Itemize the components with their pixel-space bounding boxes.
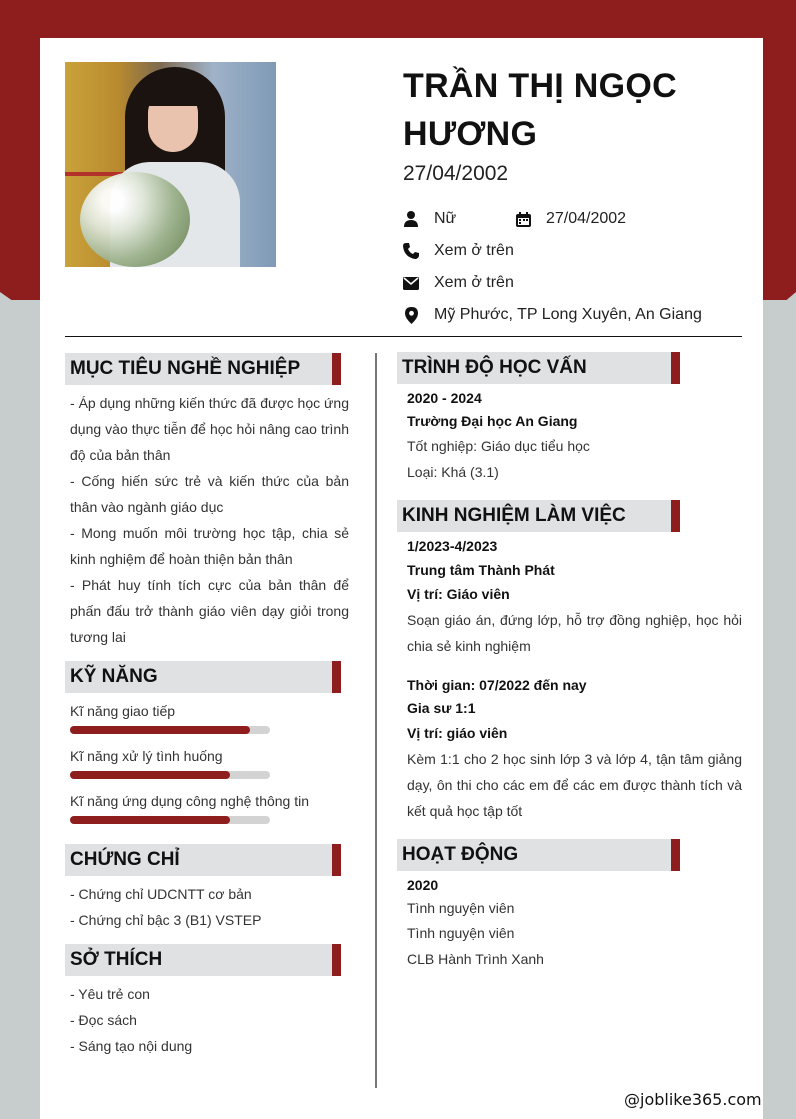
activity-item: Tình nguyện viên xyxy=(407,900,515,916)
activity-item: Tình nguyện viên xyxy=(407,925,515,941)
person-icon xyxy=(403,211,419,227)
education-major: Tốt nghiệp: Giáo dục tiểu học xyxy=(407,438,590,454)
skill-bar xyxy=(70,771,270,779)
education-title: TRÌNH ĐỘ HỌC VẤN xyxy=(397,352,680,384)
education-school: Trường Đại học An Giang xyxy=(407,413,578,429)
column-divider xyxy=(375,353,377,1088)
certificate-item: - Chứng chỉ UDCNTT cơ bản xyxy=(70,886,252,902)
skill-bar xyxy=(70,816,270,824)
decor-wedge-right xyxy=(763,262,796,292)
activity-year: 2020 xyxy=(407,877,439,893)
job-position: Vị trí: giáo viên xyxy=(407,725,508,741)
hobby-item: - Đọc sách xyxy=(70,1012,137,1028)
phone-value: Xem ở trên xyxy=(434,242,514,259)
hobby-item: - Sáng tạo nội dung xyxy=(70,1038,193,1054)
job-period: 1/2023-4/2023 xyxy=(407,538,498,554)
skills-title: KỸ NĂNG xyxy=(65,661,341,693)
job-period: Thời gian: 07/2022 đến nay xyxy=(407,677,587,693)
objective-item: - Phát huy tính tích cực của bản thân để phấn đấu trở thành giáo viên dạy giỏi trong tương lai xyxy=(70,577,349,645)
education-period: 2020 - 2024 xyxy=(407,390,482,406)
hobby-item: - Yêu trẻ con xyxy=(70,986,150,1002)
skill-bar-fill xyxy=(70,771,230,779)
experience-title: KINH NGHIỆM LÀM VIỆC xyxy=(397,500,680,532)
skill-label: Kĩ năng giao tiếp xyxy=(70,703,176,719)
map-pin-icon xyxy=(403,307,419,323)
email-value: Xem ở trên xyxy=(434,274,514,291)
email-row xyxy=(403,274,514,292)
gender-value: Nữ xyxy=(434,210,457,227)
dob-row xyxy=(515,210,626,228)
headline-dob: 27/04/2002 xyxy=(403,162,509,185)
watermark: @joblike365.com xyxy=(624,1090,762,1109)
objective-item: - Áp dụng những kiến thức đã được học ứng dụng vào thực tiễn để học hỏi nâng cao trình độ của bản thân xyxy=(70,395,349,463)
job-description: Kèm 1:1 cho 2 học sinh lớp 3 và lớp 4, tận tâm giảng dạy, ôn thi cho các em để các em được thành tích và kết quả học tập tốt xyxy=(407,751,742,819)
header-divider xyxy=(65,336,742,337)
skill-label: Kĩ năng xử lý tình huống xyxy=(70,748,223,764)
job-company: Trung tâm Thành Phát xyxy=(407,562,555,578)
dob-value: 27/04/2002 xyxy=(546,210,627,227)
job-company: Gia sư 1:1 xyxy=(407,700,476,716)
phone-row xyxy=(403,242,514,260)
education-grade: Loại: Khá (3.1) xyxy=(407,464,499,480)
skill-label: Kĩ năng ứng dụng công nghệ thông tin xyxy=(70,793,310,809)
objective-item: - Mong muốn môi trường học tập, chia sẻ kinh nghiệm để hoàn thiện bản thân xyxy=(70,525,349,567)
decor-wedge-right-gray xyxy=(763,292,796,320)
decor-wedge-left xyxy=(0,262,40,292)
address-row xyxy=(403,306,702,324)
objective-item: - Cống hiến sức trẻ và kiến thức của bản thân vào ngành giáo dục xyxy=(70,473,349,515)
job-position: Vị trí: Giáo viên xyxy=(407,586,510,602)
decor-wedge-left-gray xyxy=(0,292,40,320)
objective-title: MỤC TIÊU NGHỀ NGHIỆP xyxy=(65,353,341,385)
skill-bar xyxy=(70,726,270,734)
hobbies-title: SỞ THÍCH xyxy=(65,944,341,976)
certificate-item: - Chứng chỉ bậc 3 (B1) VSTEP xyxy=(70,912,262,928)
gender-row xyxy=(403,210,456,228)
phone-icon xyxy=(403,243,419,259)
certificates-title: CHỨNG CHỈ xyxy=(65,844,341,876)
skill-bar-fill xyxy=(70,726,250,734)
envelope-icon xyxy=(403,275,419,291)
activities-title: HOẠT ĐỘNG xyxy=(397,839,680,871)
objective-list xyxy=(70,390,349,650)
job-description: Soạn giáo án, đứng lớp, hỗ trợ đồng nghiệp, học hỏi chia sẻ kinh nghiệm xyxy=(407,612,742,654)
address-value: Mỹ Phước, TP Long Xuyên, An Giang xyxy=(434,306,702,323)
profile-photo xyxy=(65,62,276,267)
activity-item: CLB Hành Trình Xanh xyxy=(407,951,544,967)
candidate-name: TRẦN THỊ NGỌC HƯƠNG xyxy=(403,67,677,153)
skill-bar-fill xyxy=(70,816,230,824)
calendar-icon xyxy=(515,211,531,227)
